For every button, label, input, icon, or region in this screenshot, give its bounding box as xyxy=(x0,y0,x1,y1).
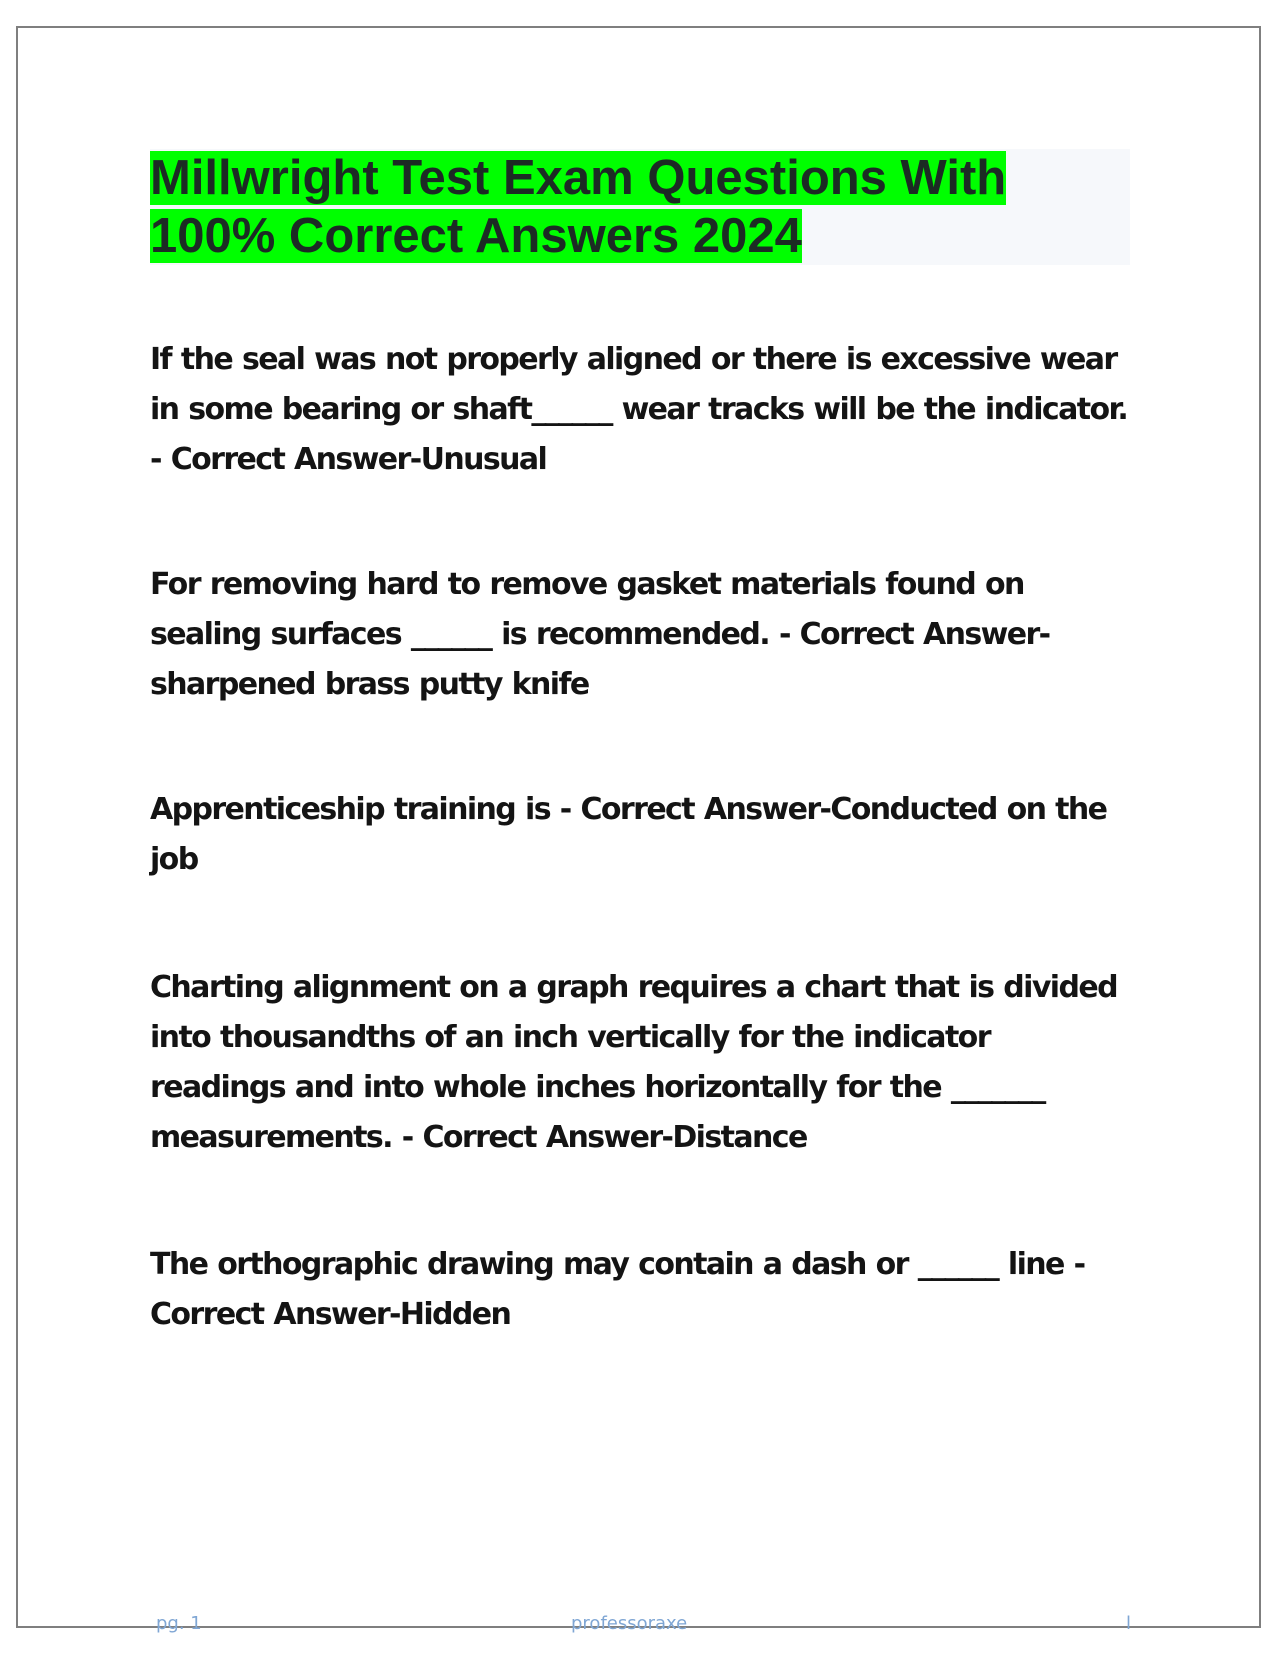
question-5: The orthographic drawing may contain a dash or ______ line - Correct Answer-Hidden xyxy=(150,1247,1085,1332)
footer-author: professoraxe xyxy=(571,1613,688,1634)
question-3: Apprenticeship training is - Correct Answer-Conducted on the job xyxy=(150,792,1107,877)
footer-mark: l xyxy=(1126,1613,1132,1634)
question-2: For removing hard to remove gasket materials found on sealing surfaces ______ is recommended. - Correct Answer-sharpened brass putty knife xyxy=(150,567,1050,702)
title-highlight: Millwright Test Exam Questions With 100% Correct Answers 2024 xyxy=(150,151,1007,263)
document-title xyxy=(150,149,1080,265)
footer-page-number: pg. 1 xyxy=(156,1613,202,1634)
question-4: Charting alignment on a graph requires a chart that is divided into thousandths of an inch vertically for the indicator readings and into whole inches horizontally for the _______ measurements. - Correct Answer-Distance xyxy=(150,970,1117,1155)
question-1: If the seal was not properly aligned or there is excessive wear in some bearing or shaft______ wear tracks will be the indicator. - Correct Answer-Unusual xyxy=(150,342,1128,477)
